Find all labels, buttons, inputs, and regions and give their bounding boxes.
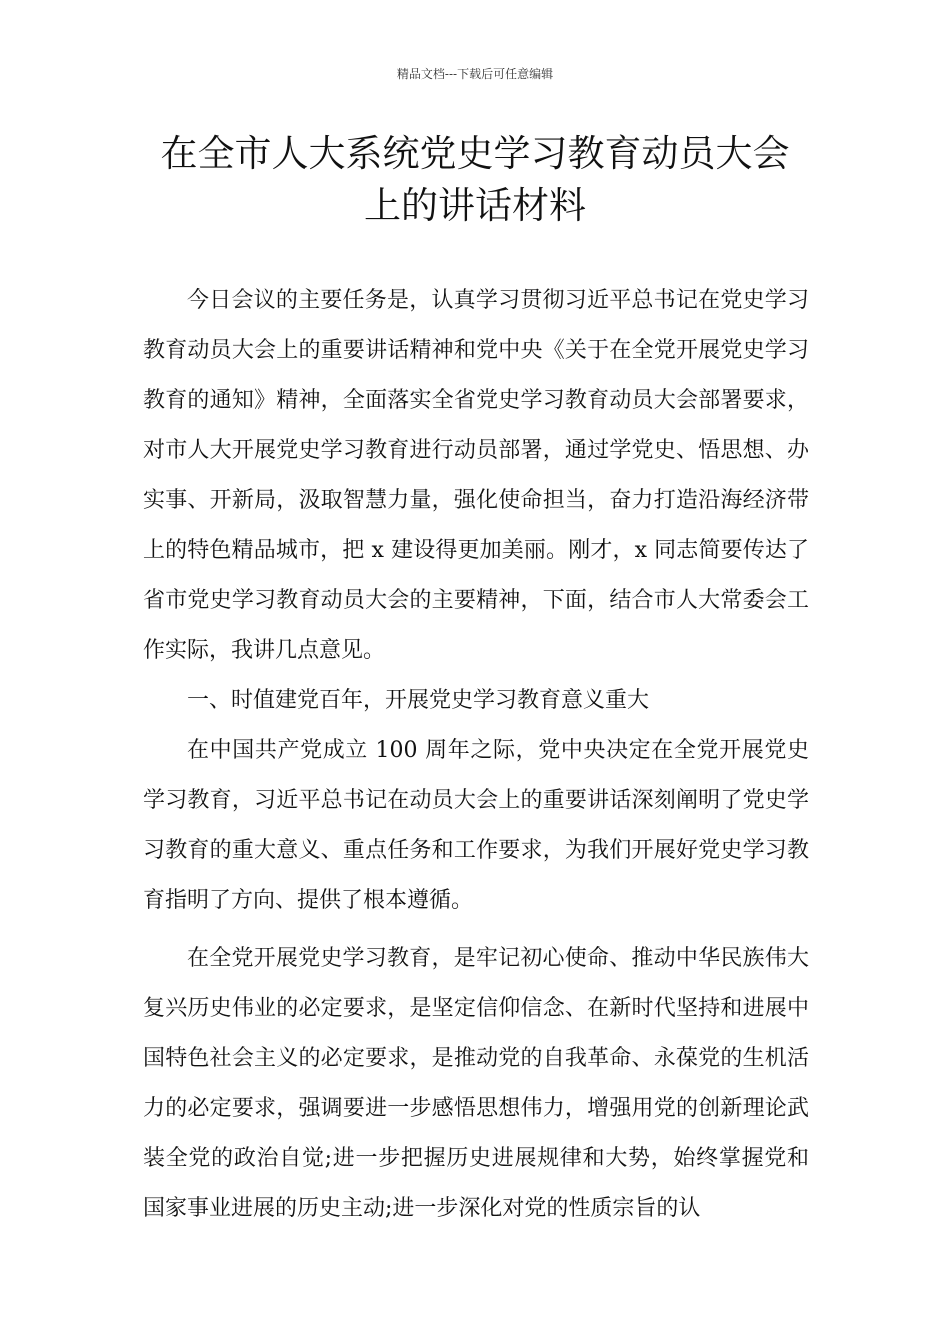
paragraph-intro: 今日会议的主要任务是，认真学习贯彻习近平总书记在党史学习教育动员大会上的重要讲话精神和党中央《关于在全党开展党史学习教育的通知》精神，全面落实全省党史学习教育动员大会部署要求，对市人大开展党史学习教育进行动员部署，通过学党史、悟思想、办实事、开新局，汲取智慧力量，强化使命担当，奋力打造沿海经济带上的特色精品城市，把 x 建设得更加美丽。刚才，x 同志简要传达了省市党史学习教育动员大会的主要精神，下面，结合市人大常委会工作实际，我讲几点意见。 [143, 288, 809, 663]
paragraph-gap [143, 926, 809, 934]
header-note: 精品文档---下载后可任意编辑 [396, 67, 554, 81]
paragraph-2: 在中国共产党成立 100 周年之际，党中央决定在全党开展党史学习教育，习近平总书记在动员大会上的重要讲话深刻阐明了党史学习教育的重大意义、重点任务和工作要求，为我们开展好党史学习教育指明了方向、提供了根本遵循。 [143, 738, 809, 913]
document-body [143, 276, 809, 1234]
title-line-1: 在全市人大系统党史学习教育动员大会 [160, 132, 790, 175]
title-line-2: 上的讲话材料 [364, 184, 586, 227]
document-title [120, 128, 830, 232]
paragraph-3: 在全党开展党史学习教育，是牢记初心使命、推动中华民族伟大复兴历史伟业的必定要求，是坚定信仰信念、在新时代坚持和进展中国特色社会主义的必定要求，是推动党的自我革命、永葆党的生机活力的必定要求，强调要进一步感悟思想伟力，增强用党的创新理论武装全党的政治自觉;进一步把握历史进展规律和大势，始终掌握党和国家事业进展的历史主动;进一步深化对党的性质宗旨的认 [143, 946, 809, 1221]
section-heading-1: 一、时值建党百年，开展党史学习教育意义重大 [187, 688, 650, 713]
